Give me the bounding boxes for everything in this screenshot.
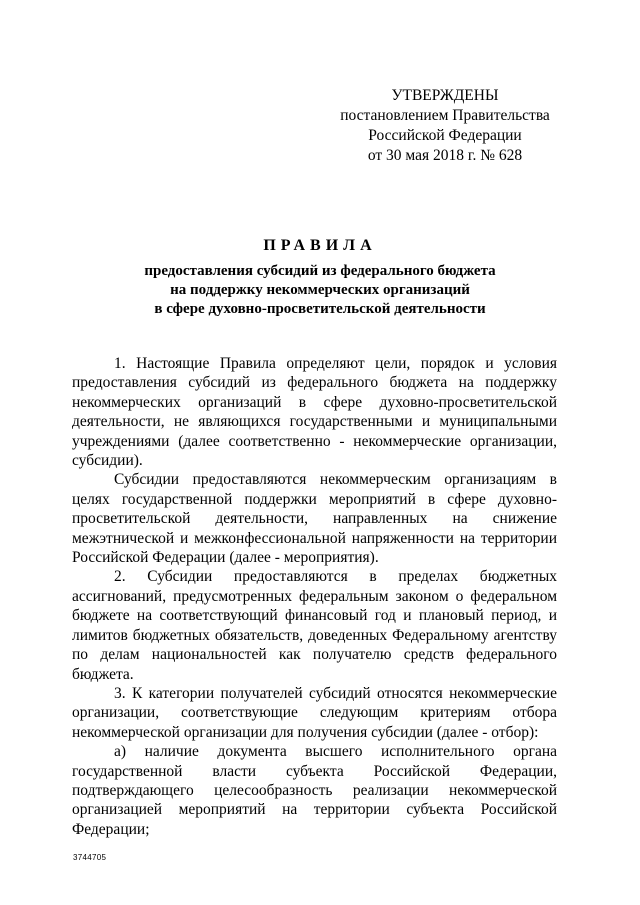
document-subtitle [60,262,580,319]
approval-heading: УТВЕРЖДЕНЫ [391,87,499,104]
subtitle-line-2: на поддержку некоммерческих организаций [170,282,470,298]
approval-line-decree: постановлением Правительства [340,107,550,124]
subtitle-line-3: в сфере духовно-просветительской деятельности [154,301,486,317]
paragraph-3: 3. К категории получателей субсидий относятся некоммерческие организации, соответствующие следующим критериям отбора некоммерческой организации для получения субсидии (далее - отбор): [72,684,557,741]
document-title: ПРАВИЛА [263,237,377,254]
document-body [72,354,557,839]
approval-line-country: Российской Федерации [368,127,522,144]
paragraph-1-continued: Субсидии предоставляются некоммерческим организациям в целях государственной поддержки мероприятий в сфере духовно-просветительской деятельности, направленных на снижение межэтнической и межконфессиональной напряженности на территории Российской Федерации (далее - мероприятия). [72,471,557,567]
paragraph-2: 2. Субсидии предоставляются в пределах бюджетных ассигнований, предусмотренных федеральным законом о федеральном бюджете на соответствующий финансовый год и плановый период, и лимитов бюджетных обязательств, доведенных Федеральному агентству по делам национальностей как получателю средств федерального бюджета. [72,568,557,683]
paragraph-1: 1. Настоящие Правила определяют цели, порядок и условия предоставления субсидий из федерального бюджета на поддержку некоммерческих организаций в сфере духовно-просветительской деятельности, не являющихся государственными и муниципальными учреждениями (далее соответственно - некоммерческие организации, субсидии). [72,355,557,470]
document-code: 3744705 [73,853,107,862]
paragraph-3-a: а) наличие документа высшего исполнительного органа государственной власти субъекта Российской Федерации, подтверждающего целесообразность реализации некоммерческой организацией мероприятий на территории субъекта Российской Федерации; [72,743,557,838]
approval-line-date-number: от 30 мая 2018 г. № 628 [367,147,523,164]
approval-block [330,86,560,166]
subtitle-line-1: предоставления субсидий из федерального бюджета [144,263,496,279]
